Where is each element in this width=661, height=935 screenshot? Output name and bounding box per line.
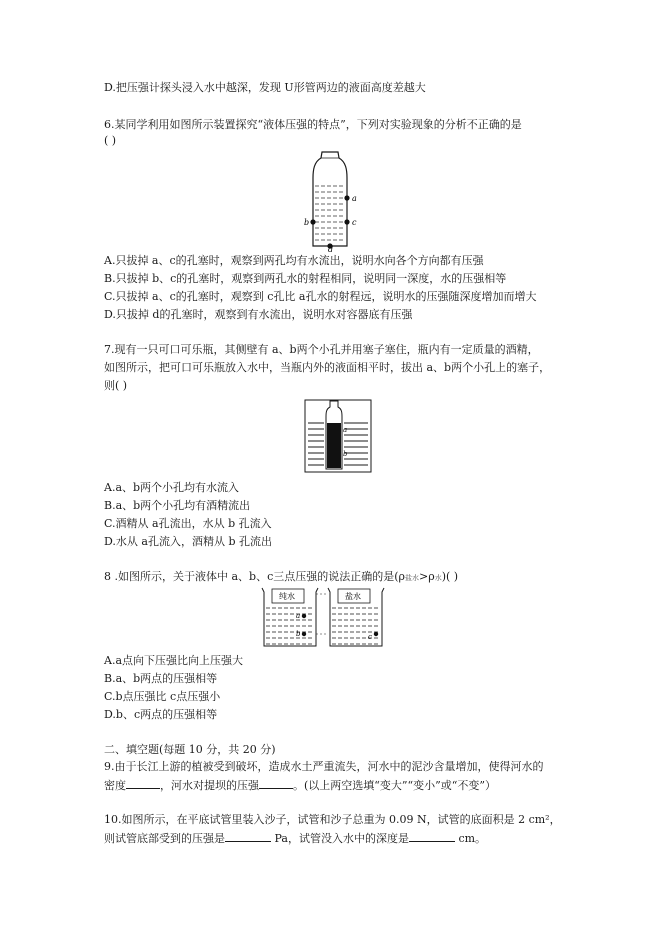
q10-line2 [104, 830, 486, 846]
q6-stem-line2: ( ) [104, 134, 117, 147]
q10-line1: 10.如图所示，在平底试管里装入沙子，试管和沙子总重为 0.09 N，试管的底面积是 2 cm²， [104, 813, 561, 826]
q10-line2-a: 则试管底部受到的压强是 [104, 832, 225, 845]
q9-blank-density[interactable] [126, 777, 160, 789]
q7-stem-line1: 7.现有一只可口可乐瓶，其侧壁有 a、b两个小孔并用塞子塞住，瓶内有一定质量的酒精， [104, 343, 539, 356]
q10-line2-b: Pa，试管没入水中的深度是 [271, 832, 409, 845]
q9-line2-b: ，河水对提坝的压强 [160, 779, 259, 792]
q6-label-d: d [328, 245, 334, 252]
q8-option-c: C.b点压强比 c点压强小 [104, 690, 221, 703]
q6-hole-c [344, 219, 349, 224]
q9-line2 [104, 777, 496, 793]
q9-blank-pressure[interactable] [259, 777, 293, 789]
q9-line2-a: 密度 [104, 779, 126, 792]
q7-label-b: b [343, 450, 348, 458]
q7-option-b: B.a、b两个小孔均有酒精流出 [104, 499, 251, 512]
q6-hole-a [344, 195, 349, 200]
q7-figure-bottle-in-water [304, 399, 372, 473]
section2-title: 二、填空题(每题 10 分，共 20 分) [104, 743, 276, 756]
q6-option-d: D.只拔掉 d的孔塞时，观察到有水流出，说明水对容器底有压强 [104, 308, 413, 321]
q8-label-a: a [296, 612, 301, 620]
q6-label-c: c [352, 218, 357, 227]
q8-stem-mid: >ρ [419, 570, 435, 583]
q8-label-b: b [296, 630, 301, 638]
q9-line1: 9.由于长江上游的植被受到破坏，造成水土严重流失，河水中的泥沙含量增加，使得河水的 [104, 760, 544, 773]
q7-option-d: D.水从 a孔流入，酒精从 b 孔流出 [104, 535, 273, 548]
q8-point-b [302, 632, 306, 636]
q6-label-b: b [304, 218, 310, 227]
q10-blank-pressure[interactable] [225, 830, 271, 842]
q8-figure-beakers [258, 584, 388, 650]
q8-stem-sub-water: 水 [434, 574, 442, 582]
q6-label-a: a [352, 194, 357, 203]
q8-label-c: c [368, 633, 372, 641]
q6-hole-b [310, 219, 315, 224]
q7-label-a: a [343, 426, 348, 434]
q6-option-a: A.只拔掉 a、c的孔塞时，观察到两孔均有水流出，说明水向各个方向都有压强 [104, 254, 484, 267]
q8-label-salt-water: 盐水 [345, 592, 361, 601]
q8-label-pure-water: 纯水 [279, 592, 295, 601]
q8-stem [104, 570, 458, 585]
q10-line2-c: cm。 [454, 832, 487, 845]
q7-option-c: C.酒精从 a孔流出，水从 b 孔流入 [104, 517, 272, 530]
q9-line2-c: 。(以上两空选填“变大”“变小”或“不变”） [293, 779, 497, 792]
q8-option-b: B.a、b两点的压强相等 [104, 672, 218, 685]
q7-stem-line3: 则( ) [104, 379, 128, 392]
q7-option-a: A.a、b两个小孔均有水流入 [104, 481, 240, 494]
q8-stem-prefix: 8 .如图所示，关于液体中 a、b、c三点压强的说法正确的是(ρ [104, 570, 406, 583]
q8-option-d: D.b、c两点的压强相等 [104, 708, 218, 721]
q7-stem-line2: 如图所示，把可口可乐瓶放入水中，当瓶内外的液面相平时，拔出 a、b两个小孔上的塞子， [104, 361, 551, 374]
q6-stem-line1: 6.某同学利用如图所示装置探究“液体压强的特点”，下列对实验现象的分析不正确的是 [104, 118, 522, 131]
q6-option-c: C.只拔掉 a、c的孔塞时，观察到 c孔比 a孔水的射程远，说明水的压强随深度增加而增大 [104, 290, 537, 303]
q8-point-a [302, 614, 306, 618]
q6-figure-bottle [300, 148, 360, 252]
q6-option-b: B.只拔掉 b、c的孔塞时，观察到两孔水的射程相同，说明同一深度，水的压强相等 [104, 272, 507, 285]
q8-option-a: A.a点向下压强比向上压强大 [104, 654, 243, 667]
q8-stem-suffix: )( ) [441, 570, 459, 583]
q10-blank-depth[interactable] [409, 830, 455, 842]
q5-option-d: D.把压强计探头浸入水中越深，发现 U形管两边的液面高度差越大 [104, 81, 426, 94]
q8-stem-sub-salt: 盐水 [405, 574, 420, 582]
q8-point-c [374, 632, 378, 636]
